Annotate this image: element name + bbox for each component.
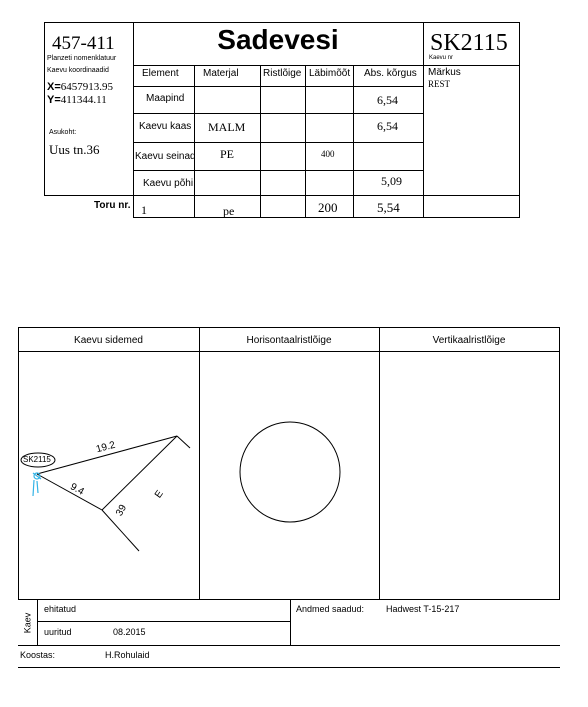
column-header-abs-height: Abs. kõrgus xyxy=(364,68,417,79)
column-header-material: Materjal xyxy=(203,68,239,79)
panel-title-well-connections: Kaevu sidemed xyxy=(74,335,143,346)
panel-title-horizontal-section: Horisontaalristlõige xyxy=(246,335,332,346)
dimension-label: 19.2 xyxy=(94,439,117,456)
row-element: Kaevu põhi xyxy=(143,178,194,189)
coordinates-label: Kaevu koordinaadid xyxy=(47,67,109,74)
dimension-label: 39 xyxy=(114,502,130,519)
well-number-value: SK2115 xyxy=(430,30,508,56)
pipe-number-label: Toru nr. xyxy=(94,200,131,211)
row-element: Kaevu kaas xyxy=(139,121,192,132)
row-element: Maapind xyxy=(146,93,185,104)
column-header-diameter: Läbimõõt xyxy=(309,68,351,79)
well-side-label: Kaev xyxy=(22,612,33,634)
surveyed-label: uuritud xyxy=(44,627,72,637)
pipe-connection-lines xyxy=(37,436,190,551)
panel-title-vertical-section: Vertikaalristlõige xyxy=(432,335,506,346)
built-label: ehitatud xyxy=(44,604,77,614)
y-coordinate: Y=411344.11 xyxy=(47,94,107,106)
dimension-label: E xyxy=(152,488,166,501)
column-header-cross-section: Ristlõige xyxy=(263,68,302,79)
author-label: Koostas: xyxy=(20,650,56,660)
data-source-label: Andmed saadud: xyxy=(296,604,365,614)
x-coordinate: X=6457913.95 xyxy=(47,81,114,93)
nomenclature-value: 457-411 xyxy=(52,33,115,54)
row-abs-height: 6,54 xyxy=(377,93,398,107)
pipe-material: pe xyxy=(223,204,235,218)
dimension-label: 9.4 xyxy=(68,481,86,498)
horizontal-section-circle xyxy=(240,422,340,522)
nomenclature-label: Planzeti nomenklatuur xyxy=(47,55,117,62)
column-header-element: Element xyxy=(142,68,179,79)
location-value: Uus tn.36 xyxy=(49,142,100,157)
row-diameter: 400 xyxy=(321,149,335,159)
row-material: MALM xyxy=(208,120,246,134)
row-abs-height: 6,54 xyxy=(377,119,398,133)
page-title: Sadevesi xyxy=(217,24,339,55)
row-abs-height: 5,09 xyxy=(381,174,402,188)
location-label: Asukoht: xyxy=(49,129,77,136)
pipe-abs-height: 5,54 xyxy=(377,200,400,215)
author-name: H.Rohulaid xyxy=(105,650,150,660)
pipe-number-value: 1 xyxy=(141,203,147,217)
row-material: PE xyxy=(220,147,235,161)
data-source-value: Hadwest T-15-217 xyxy=(386,604,460,614)
pipe-diameter: 200 xyxy=(318,200,338,215)
row-element: Kaevu seinad xyxy=(135,151,196,162)
well-number-label: Kaevu nr xyxy=(429,55,454,61)
well-tag-label: SK2115 xyxy=(23,455,51,464)
remarks-label: Märkus xyxy=(428,67,461,78)
remarks-value: REST xyxy=(428,79,451,89)
surveyed-date: 08.2015 xyxy=(113,627,146,637)
well-symbol-icon xyxy=(33,473,41,496)
